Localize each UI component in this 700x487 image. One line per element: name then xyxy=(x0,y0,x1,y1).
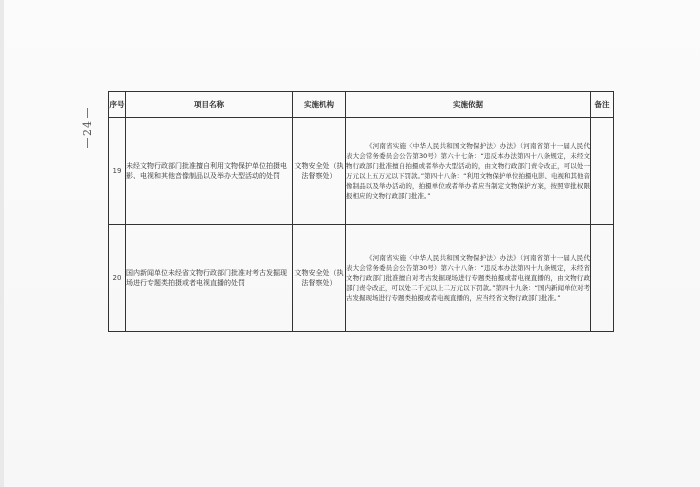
table-header-row xyxy=(109,92,614,118)
header-note: 备注 xyxy=(591,92,614,118)
page-number-dash-top xyxy=(87,108,88,118)
table-row xyxy=(109,118,614,225)
enforcement-items-table xyxy=(108,91,614,332)
header-no: 序号 xyxy=(109,92,126,118)
page-number-dash-bottom xyxy=(87,138,88,148)
row-implementing-org: 文物安全处（执法督察处） xyxy=(293,225,346,332)
row-item-name: 未经文物行政部门批准擅自利用文物保护单位拍摄电影、电视和其他音像制品以及举办大型活动的处罚 xyxy=(126,118,293,225)
row-legal-basis: 《河南省实施〈中华人民共和国文物保护法〉办法》（河南省第十一届人民代表大会常务委员会公告第30号）第六十七条：“违反本办法第四十八条规定，未经文物行政部门批准擅自拍摄或者举办大型活动的，由文物行政部门责令改正，可以处一万元以上五万元以下罚款。”第四十八条：“利用文物保护单位拍摄电影、电视和其他音像制品以及举办活动的，拍摄单位或者举办者应当制定文物保护方案，按照审批权限报相应的文物行政部门批准。” xyxy=(346,118,591,225)
row-no: 20 xyxy=(109,225,126,332)
page-number xyxy=(78,106,96,176)
header-legal-basis: 实施依据 xyxy=(346,92,591,118)
row-note xyxy=(591,118,614,225)
row-legal-basis: 《河南省实施〈中华人民共和国文物保护法〉办法》（河南省第十一届人民代表大会常务委员会公告第30号）第六十八条：“违反本办法第四十九条规定，未经省文物行政部门批准擅自对考古发掘现场进行专题类拍摄或者电视直播的，由文物行政部门责令改正，可以处二千元以上二万元以下罚款。”第四十九条：“国内新闻单位对考古发掘现场进行专题类拍摄或者电视直播的，应当经省文物行政部门批准。” xyxy=(346,225,591,332)
binding-shadow xyxy=(0,0,4,487)
header-implementing-org: 实施机构 xyxy=(293,92,346,118)
row-item-name: 国内新闻单位未经省文物行政部门批准对考古发掘现场进行专题类拍摄或者电视直播的处罚 xyxy=(126,225,293,332)
row-implementing-org: 文物安全处（执法督察处） xyxy=(293,118,346,225)
row-note xyxy=(591,225,614,332)
row-no: 19 xyxy=(109,118,126,225)
table-row xyxy=(109,225,614,332)
header-item-name: 项目名称 xyxy=(126,92,293,118)
page-number-text: 24 xyxy=(80,120,94,136)
